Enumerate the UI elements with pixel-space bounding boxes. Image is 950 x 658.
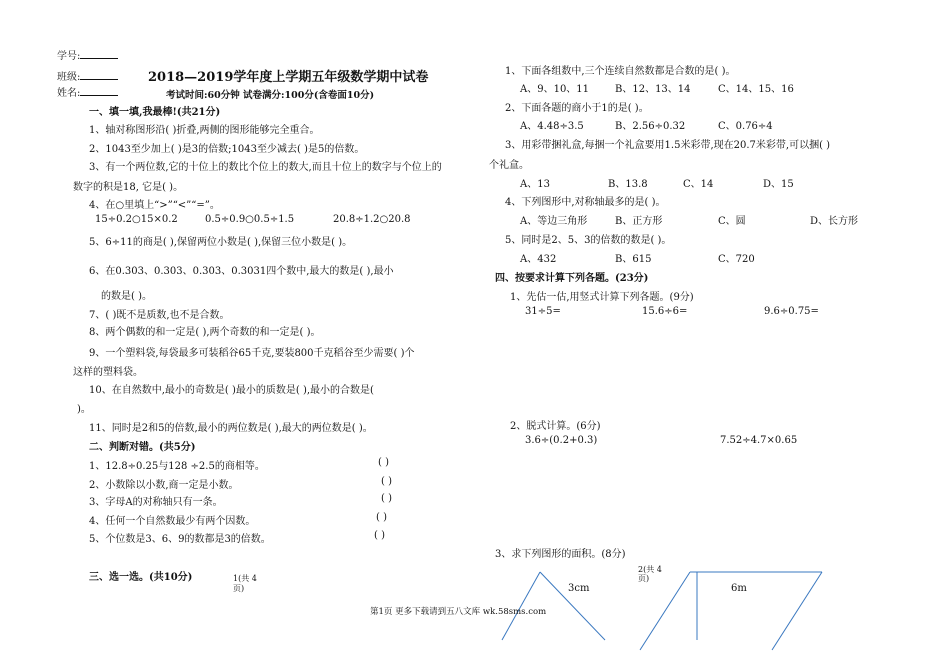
s4-part1-item-1: 31÷5= — [525, 306, 561, 317]
s4-part1-item-2: 15.6÷6= — [642, 306, 688, 317]
triangle-dimension-label: 3cm — [568, 583, 590, 594]
student-id-label: 学号: — [57, 51, 81, 62]
s1-q3-line1: 3、有一个两位数,它的十位上的数比个位上的数大,而且十位上的数字与个位上的 — [89, 162, 442, 173]
s1-q9-line1: 9、一个塑料袋,每袋最多可装稻谷65千克,要装800千克稻谷至少需要( )个 — [89, 348, 415, 359]
s1-q4: 4、在○里填上“>”“<”“=”。 — [89, 200, 220, 211]
s1-q11: 11、同时是2和5的倍数,最小的两位数是( ),最大的两位数是( )。 — [89, 423, 373, 434]
student-name-label: 姓名: — [57, 88, 81, 99]
s4-part3: 3、求下列图形的面积。(8分) — [495, 549, 626, 560]
s3-q4-option-b: B、正方形 — [615, 216, 663, 227]
s3-q4-option-c: C、圆 — [718, 216, 746, 227]
s3-q5-option-c: C、720 — [718, 254, 755, 265]
s2-item-5-mark: ( ) — [374, 530, 385, 541]
s4-part1-item-3: 9.6÷0.75= — [764, 306, 819, 317]
s1-q4-item-3: 20.8÷1.2○20.8 — [333, 214, 411, 225]
s1-q1: 1、轴对称图形沿( )折叠,两侧的图形能够完全重合。 — [89, 125, 320, 136]
s1-q4-item-2: 0.5÷0.9○0.5÷1.5 — [205, 214, 295, 225]
footer-source-note: 第1页 更多下载请到五八文库 wk.58sms.com — [370, 607, 547, 617]
page1-marker-line2: 页) — [233, 584, 245, 593]
s3-q3-line1: 3、用彩带捆礼盒,每捆一个礼盒要用1.5米彩带,现在20.7米彩带,可以捆( ) — [505, 140, 831, 151]
s3-q4-option-d: D、长方形 — [810, 216, 859, 227]
s3-q1: 1、下面各组数中,三个连续自然数都是合数的是( )。 — [505, 66, 736, 77]
s1-q6-line2: 的数是( )。 — [101, 291, 152, 302]
s2-item-1-mark: ( ) — [378, 457, 389, 468]
s3-q4: 4、下列图形中,对称轴最多的是( )。 — [505, 197, 666, 208]
s2-item-2-mark: ( ) — [381, 476, 392, 487]
s3-q1-option-b: B、12、13、14 — [615, 84, 691, 95]
s4-part2: 2、脱式计算。(6分) — [510, 421, 601, 432]
s1-q10-line1: 10、在自然数中,最小的奇数是( )最小的质数是( ),最小的合数是( — [89, 385, 374, 396]
s3-q1-option-c: C、14、15、16 — [718, 84, 794, 95]
section4-heading: 四、按要求计算下列各题。(23分) — [495, 273, 649, 284]
s2-item-2: 2、小数除以小数,商一定是小数。 — [89, 480, 239, 491]
parallelogram-dimension-label: 6m — [731, 583, 747, 594]
s3-q3-option-b: B、13.8 — [608, 179, 648, 190]
exam-title: 2018—2019学年度上学期五年级数学期中试卷 — [148, 70, 429, 85]
parallelogram-left-edge — [640, 572, 690, 650]
student-class-label: 班级: — [57, 72, 81, 83]
s1-q6-line1: 6、在0.303、0.303、0.303、0.3031四个数中,最大的数是( ),最小 — [89, 266, 394, 277]
s3-q5-option-b: B、615 — [615, 254, 652, 265]
exam-subtitle: 考试时间:60分钟 试卷满分:100分(含卷面10分) — [166, 90, 375, 101]
s1-q5: 5、6÷11的商是( ),保留两位小数是( ),保留三位小数是( )。 — [89, 237, 353, 248]
s2-item-4-mark: ( ) — [376, 512, 387, 523]
s1-q8: 8、两个偶数的和一定是( ),两个奇数的和一定是( )。 — [89, 327, 321, 338]
s2-item-5: 5、个位数是3、6、9的数都是3的倍数。 — [89, 534, 271, 545]
page2-marker-line2: 页) — [638, 574, 650, 583]
page1-marker-line1: 1(共 4 — [233, 574, 257, 583]
s3-q2-option-c: C、0.76÷4 — [718, 121, 773, 132]
s4-part1: 1、先估一估,用竖式计算下列各题。(9分) — [510, 292, 694, 303]
page2-marker-line1: 2(共 4 — [638, 565, 662, 574]
section1-heading: 一、填一填,我最棒!(共21分) — [89, 107, 221, 118]
parallelogram-right-edge — [772, 572, 822, 650]
s2-item-1: 1、12.8÷0.25与128 ÷2.5的商相等。 — [89, 461, 265, 472]
s3-q1-option-a: A、9、10、11 — [520, 84, 590, 95]
s3-q3-option-d: D、15 — [763, 179, 794, 190]
s1-q7: 7、( )既不是质数,也不是合数。 — [89, 310, 230, 321]
s3-q2-option-b: B、2.56÷0.32 — [615, 121, 686, 132]
s1-q9-line2: 这样的塑料袋。 — [73, 367, 143, 378]
section3-heading: 三、选一选。(共10分) — [89, 572, 193, 583]
s1-q2: 2、1043至少加上( )是3的倍数;1043至少减去( )是5的倍数。 — [89, 144, 365, 155]
s3-q4-option-a: A、等边三角形 — [520, 216, 588, 227]
s4-part2-item-2: 7.52÷4.7×0.65 — [720, 435, 798, 446]
s2-item-3: 3、字母A的对称轴只有一条。 — [89, 497, 223, 508]
s2-item-3-mark: ( ) — [381, 493, 392, 504]
s3-q2: 2、下面各题的商小于1的是( )。 — [505, 103, 649, 114]
s3-q3-option-c: C、14 — [683, 179, 714, 190]
s1-q10-line2: )。 — [77, 404, 91, 415]
section2-heading: 二、判断对错。(共5分) — [89, 442, 196, 453]
s4-part2-item-1: 3.6÷(0.2+0.3) — [525, 435, 598, 446]
s3-q3-line2: 个礼盒。 — [489, 160, 529, 171]
s3-q5-option-a: A、432 — [520, 254, 557, 265]
s3-q2-option-a: A、4.48÷3.5 — [520, 121, 584, 132]
s1-q4-item-1: 15÷0.2○15×0.2 — [95, 214, 178, 225]
s3-q3-option-a: A、13 — [520, 179, 550, 190]
s2-item-4: 4、任何一个自然数最少有两个因数。 — [89, 516, 256, 527]
s1-q3-line2: 数字的积是18, 它是( )。 — [73, 182, 184, 193]
s3-q5: 5、同时是2、5、3的倍数的数是( )。 — [505, 235, 672, 246]
